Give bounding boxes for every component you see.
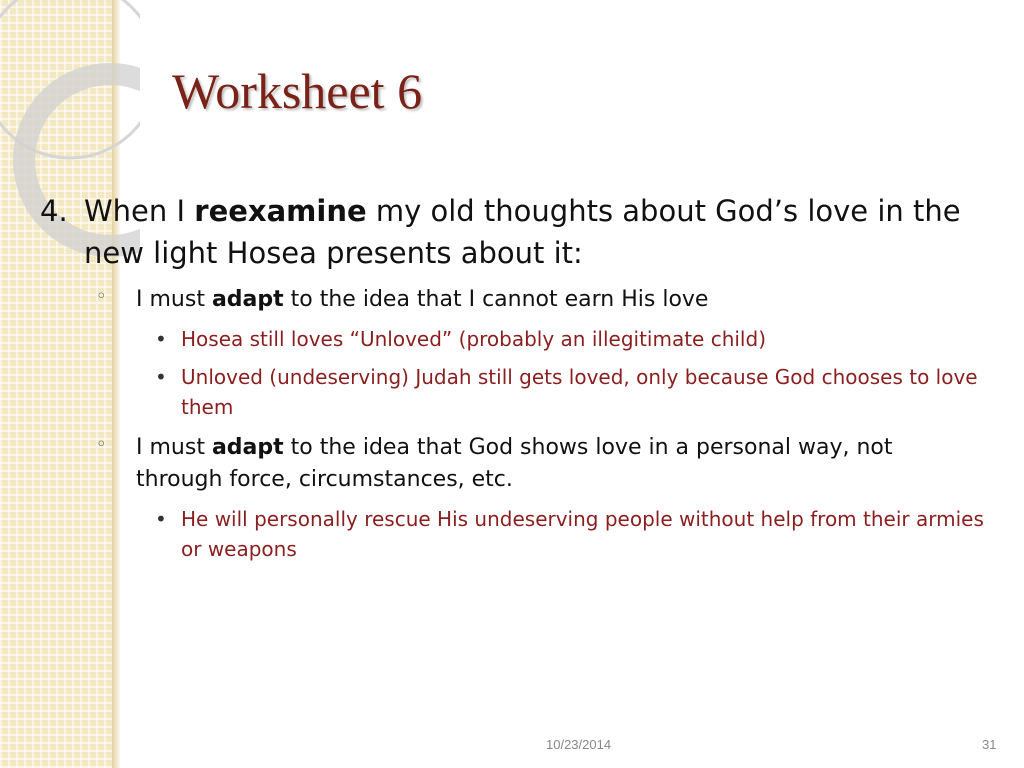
point-text-after: my old thoughts about God’s love in the new light Hosea presents about it:	[84, 194, 961, 271]
circle-bullet-icon: ◦	[96, 286, 107, 308]
dot-bullet-icon: •	[155, 326, 167, 351]
subpoint-text-after: to the idea that I cannot earn His love	[283, 287, 709, 313]
subpoint-2	[96, 432, 985, 496]
slide-title: Worksheet 6	[172, 63, 423, 119]
point-number: 4.	[40, 194, 68, 228]
subpoint-text-before: I must	[136, 434, 212, 460]
subpoint-bold: adapt	[211, 434, 284, 460]
subitem-text: Unloved (undeserving) Judah still gets loved, only because God chooses to love them	[181, 364, 978, 419]
subitem-text: Hosea still loves “Unloved” (probably an illegitimate child)	[181, 326, 766, 351]
dot-bullet-icon: •	[155, 506, 167, 531]
subpoint-bold: adapt	[211, 287, 284, 313]
subpoint-text-before: I must	[136, 287, 212, 313]
subitem-text: He will personally rescue His undeserving people without help from their armies or weapons	[181, 506, 984, 561]
slide-content	[40, 190, 985, 564]
subpoint-text-after: to the idea that God shows love in a personal way, not through force, circumstances, etc.	[136, 434, 893, 492]
point-text-before: When I	[84, 194, 195, 228]
main-point	[40, 190, 985, 274]
subitem-1-2	[155, 362, 985, 422]
dot-bullet-icon: •	[155, 364, 167, 389]
subitem-2-1	[155, 504, 985, 564]
subpoint-1	[96, 284, 985, 316]
point-bold: reexamine	[194, 194, 367, 228]
footer-date: 10/23/2014	[546, 737, 612, 752]
slide-number: 31	[982, 737, 997, 752]
circle-bullet-icon: ◦	[96, 433, 107, 455]
subitem-1-1	[155, 324, 985, 354]
